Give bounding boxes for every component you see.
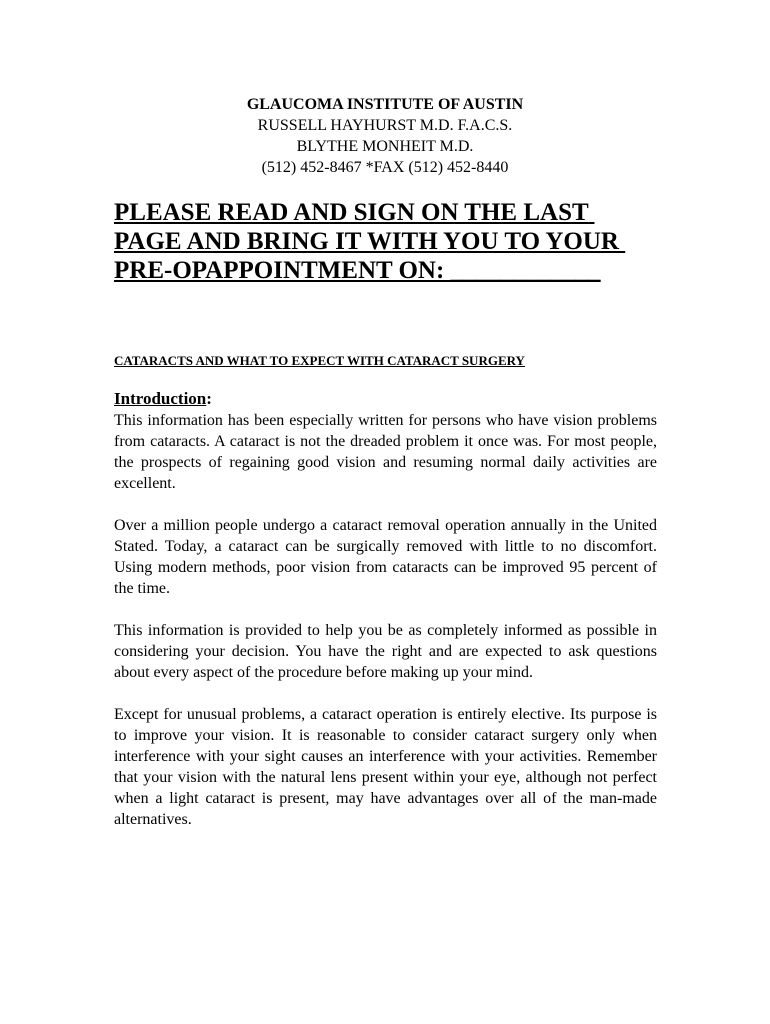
introduction-heading: [114, 387, 657, 410]
document-body: [114, 387, 657, 851]
paragraph-1: This information has been especially written for persons who have vision problems from cataracts. A cataract is not the dreaded problem it once was. For most people, the prospects of regaining good vision and resuming normal daily activities are excellent.: [114, 412, 657, 492]
organization-name: GLAUCOMA INSTITUTE OF AUSTIN: [246, 96, 524, 113]
sign-notice-line-2: PAGE AND BRING IT WITH YOU TO YOUR: [114, 228, 626, 255]
section-title: CATARACTS AND WHAT TO EXPECT WITH CATARACT SURGERY: [114, 353, 525, 368]
contact-numbers: (512) 452-8467 *FAX (512) 452-8440: [261, 159, 509, 176]
paragraph-3: This information is provided to help you be as completely informed as possible in considering your decision. You have the right and are expected to ask questions about every aspect of the procedure before making up your mind.: [114, 622, 657, 681]
doctor-name-2: BLYTHE MONHEIT M.D.: [296, 138, 474, 155]
introduction-heading-colon: :: [206, 389, 212, 408]
doctor-name-1: RUSSELL HAYHURST M.D. F.A.C.S.: [257, 117, 513, 134]
sign-notice: [114, 198, 674, 285]
sign-notice-line-3: PRE-OPAPPOINTMENT ON: ____________: [114, 257, 601, 284]
letterhead: [0, 94, 770, 178]
introduction-heading-text: Introduction: [114, 389, 207, 408]
sign-notice-line-1: PLEASE READ AND SIGN ON THE LAST: [114, 199, 595, 226]
paragraph-4: Except for unusual problems, a cataract operation is entirely elective. Its purpose is to improve your vision. It is reasonable to consider cataract surgery only when interference with your sight causes an interference with your activities. Remember that your vision with the natural lens present within your eye, although not perfect when a light cataract is present, may have advantages over all of the man-made alternatives.: [114, 706, 657, 828]
paragraph-2: Over a million people undergo a cataract removal operation annually in the United Stated. Today, a cataract can be surgically removed with little to no discomfort. Using modern methods, poor vision from cataracts can be improved 95 percent of the time.: [114, 517, 657, 597]
